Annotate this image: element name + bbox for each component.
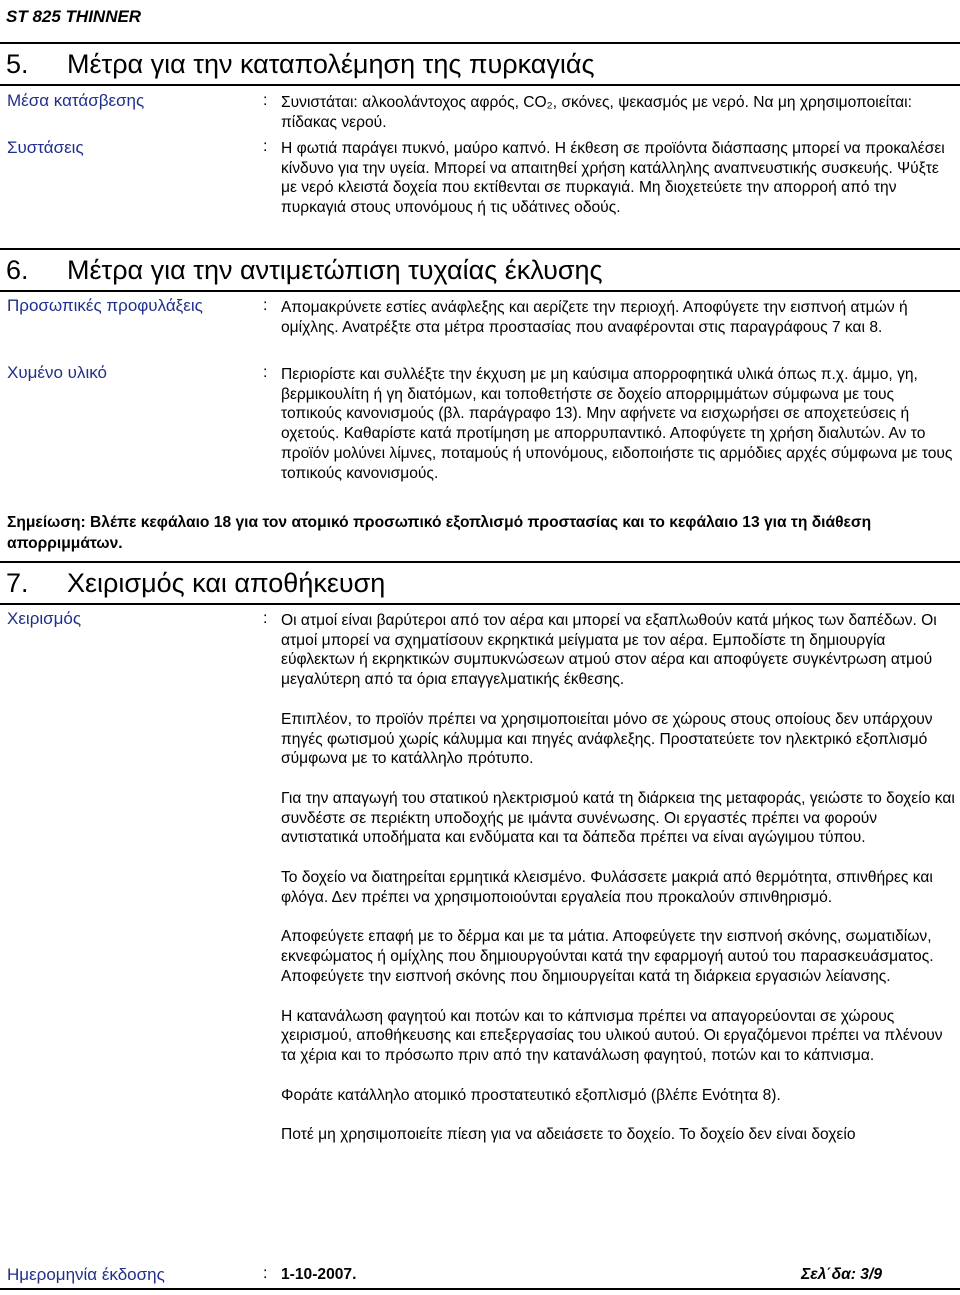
section-7-number: 7. [6, 568, 29, 598]
handling-paragraph: Επιπλέον, το προϊόν πρέπει να χρησιμοποιείται μόνο σε χώρους στους οποίους δεν υπάρχουν πηγές φωτισμού χωρίς κάλυμμα και πηγές ανάφλεξης. Προστατεύετε τον ηλεκτρικό εξοπλισμό σύμφωνα με το κατάλληλο πρότυπο. [281, 710, 933, 768]
colon: : [263, 610, 268, 627]
section-6-header [0, 248, 960, 292]
section-5-header [0, 42, 960, 86]
footer-colon: : [263, 1265, 268, 1282]
value-recommendations: Η φωτιά παράγει πυκνό, μαύρο καπνό. Η έκθεση σε προϊόντα διάσπασης μπορεί να προκαλέσει κίνδυνο για την υγεία. Μπορεί να απαιτηθεί χρήση κατάλληλης αναπνευστικής συσκευής. Ψύξτε με νερό κλειστά δοχεία που εκτίθενται σε πυρκαγιά. Μη διοχετεύετε την απορροή από την πυρκαγιά στους υπονόμους ή τις υδάτινες οδούς. [281, 140, 945, 217]
footer-issue-date: 1-10-2007. [281, 1266, 357, 1283]
label-handling: Χειρισμός [7, 609, 82, 628]
value-spilled-material: Περιορίστε και συλλέξτε την έκχυση με μη καύσιμα απορροφητικά υλικά όπως π.χ. άμμο, γη, βερμικουλίτη ή γη διατόμων, και τοποθετήστε σε δοχείο απορριμμάτων σύμφωνα με τους τοπικούς κανονισμούς (βλ. παράγραφο 13). Μην αφήνετε να εισχωρήσει σε αποχετεύσεις ή οχετούς. Καθαρίστε κατά προτίμηση με απορρυπαντικό. Αποφύγετε τη χρήση διαλυτών. Αν το προϊόν μολύνει λίμνες, ποταμούς ή υπονόμους, ειδοποιήστε τις αρμόδιες αρχές σύμφωνα με τους τοπικούς κανονισμούς. [281, 366, 953, 482]
section-5-number: 5. [6, 49, 29, 79]
handling-paragraph: Αποφεύγετε επαφή με το δέρμα και με τα μάτια. Αποφεύγετε την εισπνοή σκόνης, σωματιδίων, εκνεφώματος ή ομίχλης που δημιουργούνται κατά την εφαρμογή αυτού του παρασκευάσματος. Αποφεύγετε την εισπνοή σκόνης που δημιουργείται κατά τη διάρκεια εργασιών λείανσης. [281, 928, 934, 985]
handling-paragraph: Για την απαγωγή του στατικού ηλεκτρισμού κατά τη διάρκεια της μεταφοράς, γειώστε το δοχείο και συνδέστε σε περιέκτη υποδοχής με ιμάντα συνένωσης. Οι εργαστές πρέπει να φορούν αντιστατικά υποδήματα και ενδύματα και τα δάπεδα πρέπει να είναι αγώγιμου τύπου. [281, 789, 955, 847]
section-7-title: Χειρισμός και αποθήκευση [67, 568, 386, 598]
value-personal-precautions: Απομακρύνετε εστίες ανάφλεξης και αερίζετε την περιοχή. Αποφύγετε την εισπνοή ατμών ή ομίχλης. Ανατρέξτε στα μέτρα προστασίας που αναφέρονται στις παραγράφους 7 και 8. [281, 299, 908, 336]
label-extinguishing-media: Μέσα κατάσβεσης [7, 91, 145, 110]
label-spilled-material: Χυμένο υλικό [7, 363, 108, 382]
handling-paragraph: Φοράτε κατάλληλο ατομικό προστατευτικό εξοπλισμό (βλέπε Ενότητα 8). [281, 1086, 781, 1104]
handling-paragraph: Η κατανάλωση φαγητού και ποτών και το κάπνισμα πρέπει να απαγορεύονται σε χώρους χειρισμού, αποθήκευσης και επεξεργασίας του υλικού αυτού. Οι εργαζόμενοι πρέπει να πλένουν τα χέρια και το πρόσωπο πριν από την κατανάλωση φαγητού, ποτών και το κάπνισμα. [281, 1007, 943, 1064]
document-title: ST 825 THINNER [6, 7, 142, 26]
section-7-header [0, 561, 960, 605]
footer-divider [0, 1288, 960, 1290]
value-handling [281, 611, 955, 1165]
section-5-title: Μέτρα για την καταπολέμηση της πυρκαγιάς [67, 49, 595, 79]
handling-paragraph: Οι ατμοί είναι βαρύτεροι από τον αέρα και μπορεί να εξαπλωθούν κατά μήκος των δαπέδων. Οι ατμοί μπορεί να σχηματίσουν εκρηκτικά μείγματα με τον αέρα. Εμποδίστε τη δημιουργία εύφλεκτων ή εκρηκτικών συμπυκνώσεων ατμού στον αέρα και αποφύγετε συγκέντρωση ατμού μεγαλύτερη από τα όρια επαγγελματικής έκθεσης. [281, 612, 937, 689]
colon: : [263, 364, 268, 381]
footer-page-number: Σελ΄δα: 3/9 [801, 1266, 882, 1283]
value-extinguishing-media: Συνιστάται: αλκοολάντοχος αφρός, CO₂, σκόνες, ψεκασμός με νερό. Να μη χρησιμοποιείται: πίδακας νερού. [281, 94, 912, 131]
handling-paragraph: Ποτέ μη χρησιμοποιείτε πίεση για να αδειάσετε το δοχείο. Το δοχείο δεν είναι δοχείο [281, 1126, 856, 1144]
colon: : [263, 92, 268, 109]
label-personal-precautions: Προσωπικές προφυλάξεις [7, 296, 203, 315]
handling-paragraph: Το δοχείο να διατηρείται ερμητικά κλεισμένο. Φυλάσσετε μακριά από θερμότητα, σπινθήρες και φλόγα. Δεν πρέπει να χρησιμοποιούνται εργαλεία που προκαλούν σπινθηρισμό. [281, 869, 933, 906]
colon: : [263, 138, 268, 155]
colon: : [263, 297, 268, 314]
section-6-number: 6. [6, 255, 29, 285]
section-6-title: Μέτρα για την αντιμετώπιση τυχαίας έκλυσης [67, 255, 603, 285]
section-6-note: Σημείωση: Βλέπε κεφάλαιο 18 για τον ατομικό προσωπικό εξοπλισμό προστασίας και το κεφάλαιο 13 για τη διάθεση απορριμμάτων. [7, 514, 872, 552]
label-recommendations: Συστάσεις [7, 138, 84, 157]
footer-issue-date-label: Ημερομηνία έκδοσης [7, 1265, 165, 1284]
